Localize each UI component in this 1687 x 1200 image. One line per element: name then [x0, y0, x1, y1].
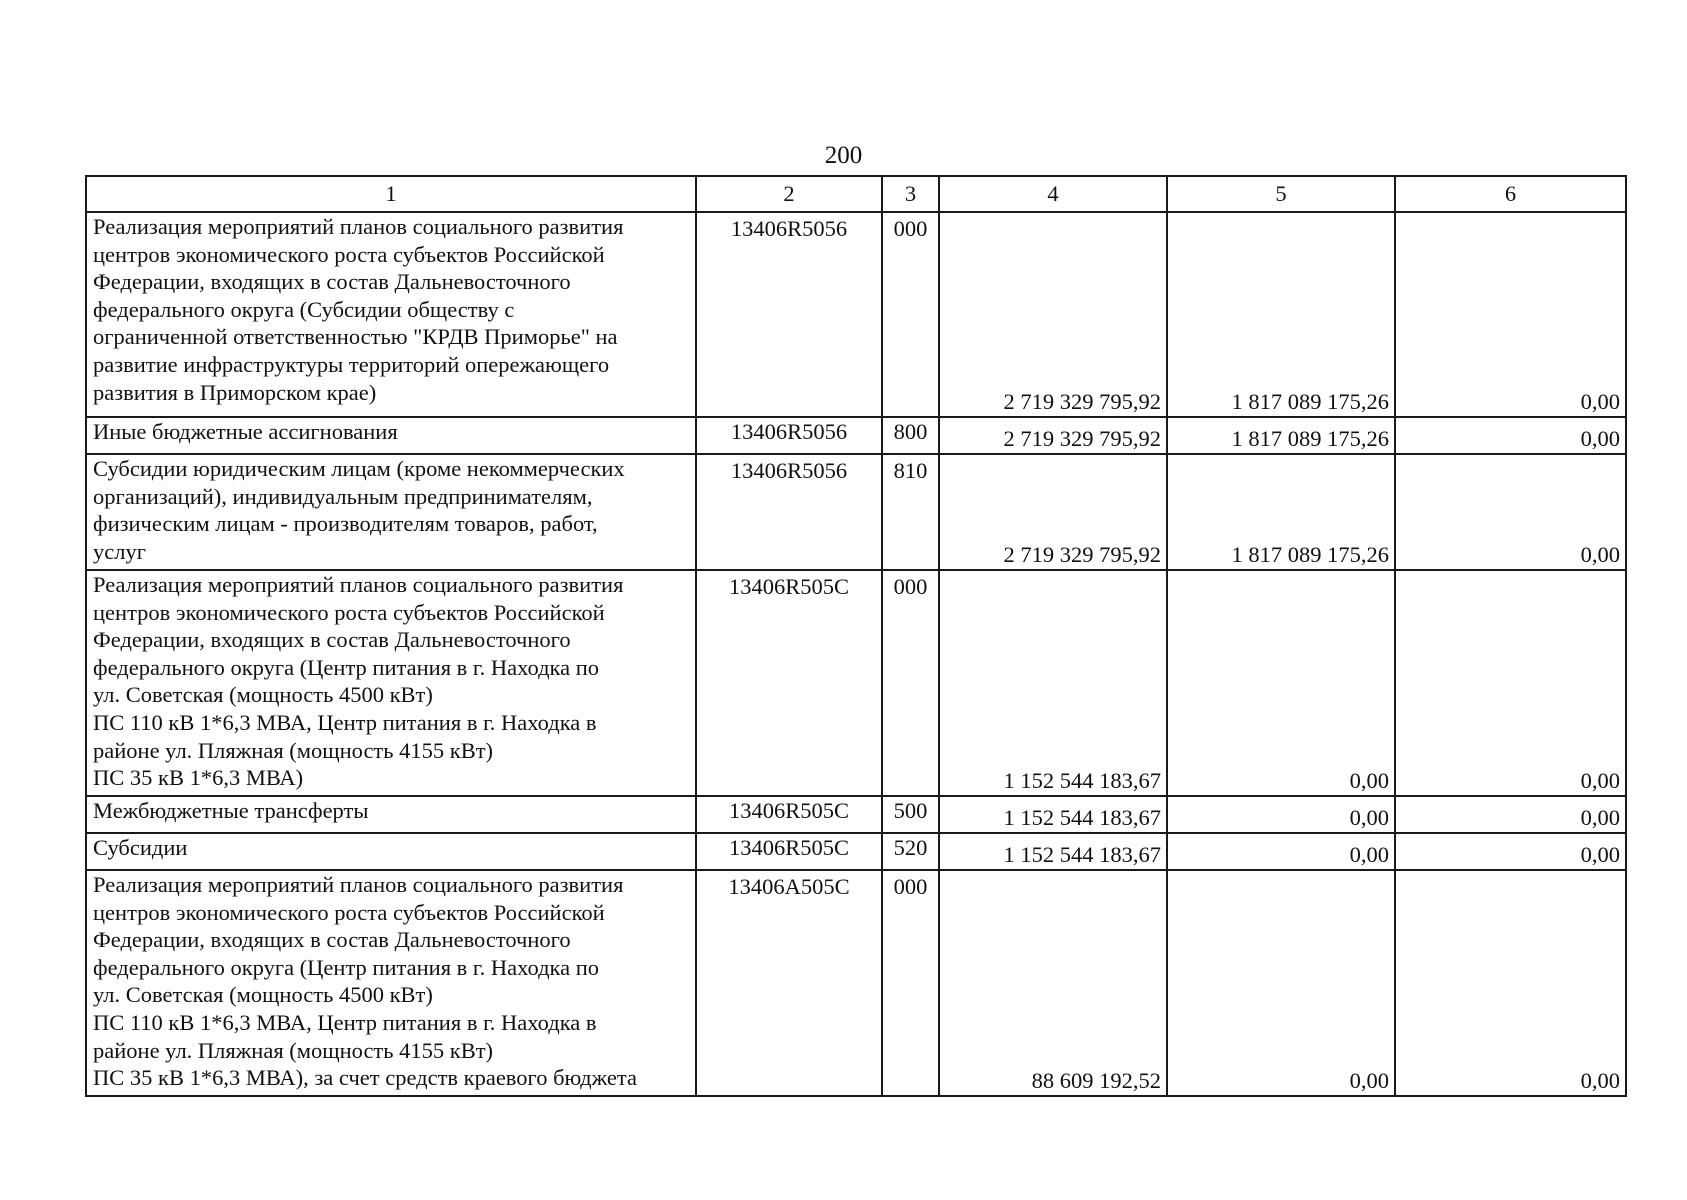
table-row	[86, 833, 1626, 870]
row-name: Реализация мероприятий планов социального развития центров экономического роста субъектов Российской Федерации, входящих в состав Дальневосточного федерального округа (Центр питания в г. Находка по ул. Советская (мощность 4500 кВт) ПС 110 кВ 1*6,3 МВА, Центр питания в г. Находка в районе ул. Пляжная (мощность 4155 кВт) ПС 35 кВ 1*6,3 МВА), за счет средств краевого бюджета	[93, 872, 637, 1091]
header-col-3: 3	[882, 176, 939, 212]
table-row	[86, 454, 1626, 570]
row-code: 13406A505C	[696, 870, 882, 1096]
row-name-cell	[86, 870, 696, 1096]
row-name-cell	[86, 833, 696, 870]
row-amount-1: 2 719 329 795,92	[939, 417, 1167, 454]
row-amount-2: 0,00	[1167, 833, 1395, 870]
row-code: 13406R5056	[696, 454, 882, 570]
row-name: Реализация мероприятий планов социального развития центров экономического роста субъектов Российской Федерации, входящих в состав Дальневосточного федерального округа (Субсидии обществу с ограниченной ответственностью "КРДВ Приморье" на развитие инфраструктуры территорий опережающего развития в Приморском крае)	[93, 214, 624, 405]
row-amount-1: 1 152 544 183,67	[939, 833, 1167, 870]
row-code: 13406R505C	[696, 833, 882, 870]
row-amount-1: 2 719 329 795,92	[939, 212, 1167, 417]
table-row	[86, 570, 1626, 796]
row-name: Реализация мероприятий планов социального развития центров экономического роста субъектов Российской Федерации, входящих в состав Дальневосточного федерального округа (Центр питания в г. Находка по ул. Советская (мощность 4500 кВт) ПС 110 кВ 1*6,3 МВА, Центр питания в г. Находка в районе ул. Пляжная (мощность 4155 кВт) ПС 35 кВ 1*6,3 МВА)	[93, 572, 624, 791]
row-amount-1: 88 609 192,52	[939, 870, 1167, 1096]
row-amount-3: 0,00	[1395, 796, 1626, 833]
header-col-2: 2	[696, 176, 882, 212]
header-row	[86, 176, 1626, 212]
table-row	[86, 796, 1626, 833]
row-kind: 810	[882, 454, 939, 570]
row-amount-3: 0,00	[1395, 833, 1626, 870]
row-name: Субсидии	[93, 835, 188, 860]
row-amount-3: 0,00	[1395, 212, 1626, 417]
row-amount-2: 0,00	[1167, 796, 1395, 833]
row-name: Межбюджетные трансферты	[93, 798, 369, 823]
row-kind: 000	[882, 212, 939, 417]
row-amount-2: 1 817 089 175,26	[1167, 212, 1395, 417]
row-amount-2: 1 817 089 175,26	[1167, 417, 1395, 454]
header-col-5: 5	[1167, 176, 1395, 212]
row-kind: 000	[882, 870, 939, 1096]
table-row	[86, 212, 1626, 417]
row-amount-2: 1 817 089 175,26	[1167, 454, 1395, 570]
row-name-cell	[86, 212, 696, 417]
row-amount-2: 0,00	[1167, 870, 1395, 1096]
row-amount-1: 1 152 544 183,67	[939, 796, 1167, 833]
row-name: Иные бюджетные ассигнования	[93, 419, 398, 444]
table-row	[86, 870, 1626, 1096]
row-amount-3: 0,00	[1395, 570, 1626, 796]
header-col-1: 1	[86, 176, 696, 212]
row-name-cell	[86, 570, 696, 796]
table-row	[86, 417, 1626, 454]
row-code: 13406R505C	[696, 570, 882, 796]
row-code: 13406R505C	[696, 796, 882, 833]
row-name: Субсидии юридическим лицам (кроме некоммерческих организаций), индивидуальным предпринимателям, физическим лицам - производителям товаров, работ, услуг	[93, 456, 625, 564]
row-name-cell	[86, 796, 696, 833]
table-body	[86, 212, 1626, 1096]
row-amount-1: 1 152 544 183,67	[939, 570, 1167, 796]
row-amount-1: 2 719 329 795,92	[939, 454, 1167, 570]
page-number: 200	[824, 142, 863, 169]
row-kind: 520	[882, 833, 939, 870]
row-name-cell	[86, 417, 696, 454]
header-col-4: 4	[939, 176, 1167, 212]
row-name-cell	[86, 454, 696, 570]
row-amount-3: 0,00	[1395, 417, 1626, 454]
table-header	[86, 176, 1626, 212]
row-code: 13406R5056	[696, 212, 882, 417]
row-kind: 000	[882, 570, 939, 796]
row-code: 13406R5056	[696, 417, 882, 454]
budget-table	[85, 175, 1627, 1097]
row-kind: 500	[882, 796, 939, 833]
row-amount-2: 0,00	[1167, 570, 1395, 796]
row-amount-3: 0,00	[1395, 870, 1626, 1096]
row-kind: 800	[882, 417, 939, 454]
row-amount-3: 0,00	[1395, 454, 1626, 570]
header-col-6: 6	[1395, 176, 1626, 212]
